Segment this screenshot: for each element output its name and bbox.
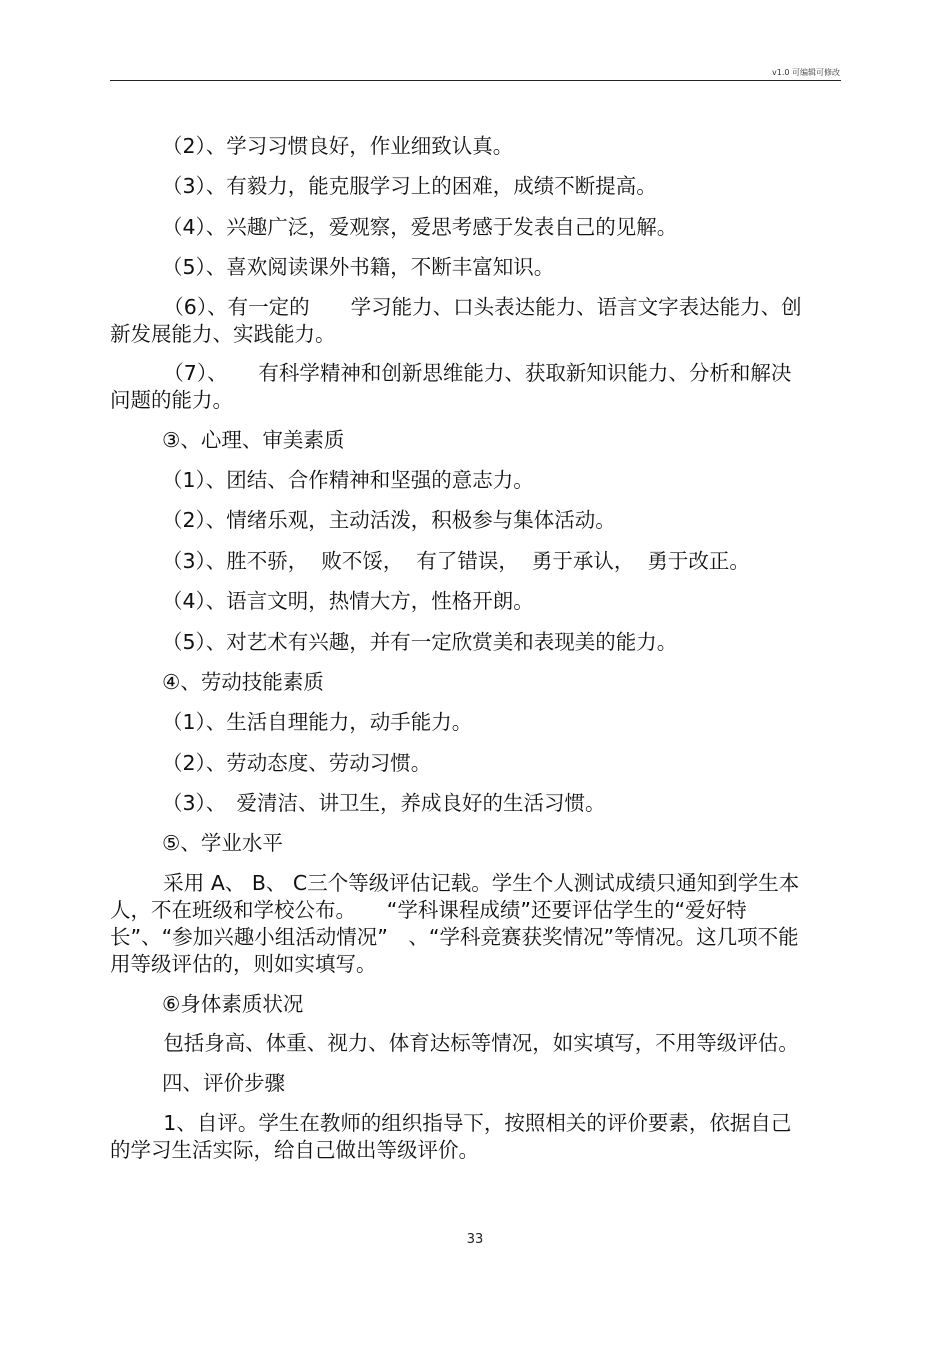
section-heading: ⑥身体素质状况 [162,991,304,1016]
paragraph-line: （4）、兴趣广泛，爱观察，爱思考感于发表自己的见解。 [162,214,678,239]
paragraph: （7）、 有科学精神和创新思维能力、获取新知识能力、分析和解决问题的能力。 [110,360,792,412]
paragraph: （6）、有一定的 学习能力、口头表达能力、语言文字表达能力、创新发展能力、实践能力。 [110,294,802,346]
paragraph: 1、自评。学生在教师的组织指导下，按照相关的评价要素，依据自己的学习生活实际，给自己做出等级评价。 [110,1110,792,1162]
document-body [110,128,810,1172]
paragraph-line: （3）、有毅力，能克服学习上的困难，成绩不断提高。 [162,174,657,199]
paragraph-line: （5）、对艺术有兴趣，并有一定欣赏美和表现美的能力。 [162,629,678,654]
page-number: 33 [466,1232,484,1247]
paragraph-line: （4）、语言文明，热情大方，性格开朗。 [162,589,534,614]
paragraph-line: （5）、喜欢阅读课外书籍，不断丰富知识。 [162,255,555,280]
paragraph-line: （2）、劳动态度、劳动习惯。 [162,750,432,775]
header-version-label: v1.0 可编辑可修改 [772,68,840,77]
paragraph-line: （3）、胜不骄， 败不馁， 有了错误， 勇于承认， 勇于改正。 [162,548,750,573]
paragraph-line: （1）、团结、合作精神和坚强的意志力。 [162,467,534,492]
paragraph-line: （3）、 爱清洁、讲卫生，养成良好的生活习惯。 [162,791,606,816]
paragraph-line: （2）、情绪乐观，主动活泼，积极参与集体活动。 [162,508,616,533]
paragraph: 包括身高、体重、视力、体育达标等情况，如实填写，不用等级评估。 [163,1031,799,1056]
section-heading: ⑤、学业水平 [162,831,283,856]
paragraph: 采用 A、 B、 C三个等级评估记载。学生个人测试成绩只通知到学生本人，不在班级和学校公布。 “学科课程成绩”还要评估学生的“爱好特长”、“参加兴趣小组活动情况” 、“学科竞赛获奖情况”等情况。这几项不能用等级评估的，则如实填写。 [110,870,800,976]
paragraph-line: （1）、生活自理能力，动手能力。 [162,710,473,735]
paragraph-line: （2）、学习习惯良好，作业细致认真。 [162,134,514,158]
section-heading: ④、劳动技能素质 [162,669,324,694]
header-divider [110,80,841,81]
section-heading: ③、心理、审美素质 [162,427,345,452]
section-heading: 四、评价步骤 [162,1071,285,1096]
